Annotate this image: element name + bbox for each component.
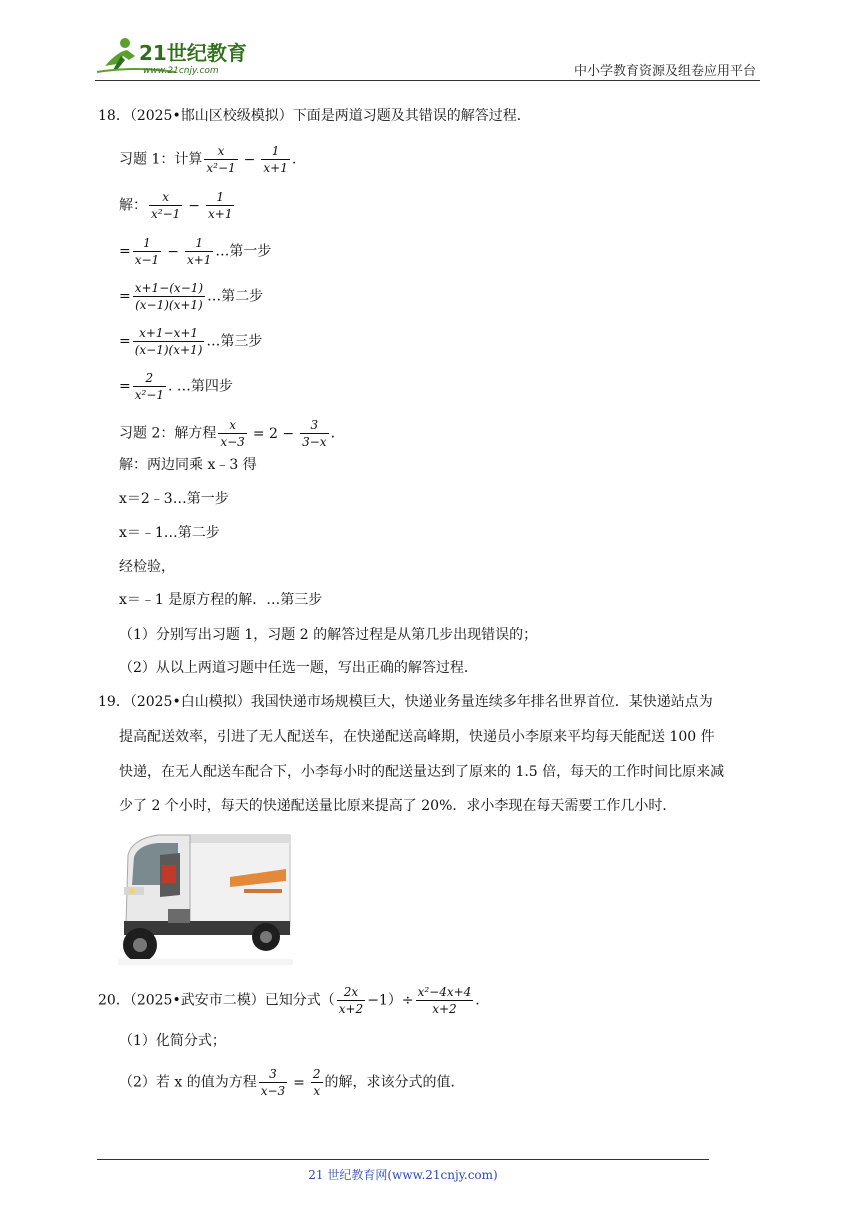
q18-ex1-end: .	[291, 151, 297, 168]
q18-ex2-sol: 解：两边同乘 x﹣3 得	[119, 457, 257, 473]
q18-step1-frac2: $\frac{1}{x+1}$	[186, 236, 212, 267]
q18-step1-frac1: $\frac{1}{x-1}$	[134, 236, 160, 267]
q18-step4-frac: $\frac{2}{\text{x²−1}}$	[134, 371, 165, 402]
q18-step2	[119, 281, 263, 312]
q20-sub2-text-b: 的解，求该分式的值．	[324, 1074, 465, 1091]
delivery-vehicle-image	[118, 825, 293, 970]
header-platform-text: 中小学教育资源及组卷应用平台	[574, 64, 757, 79]
q19-line1	[98, 692, 713, 712]
q20-sub2-eq: =	[293, 1074, 305, 1091]
q18-step3	[119, 326, 262, 357]
q18-step2-frac: $\frac{x+1-(x-1)}{(x-1)(x+1)}$	[134, 281, 204, 312]
q18-ex2-eq: = 2 −	[252, 425, 295, 442]
q18-step2-eq: =	[119, 288, 131, 305]
q18-sol-frac2: $\frac{1}{x+1}$	[208, 190, 233, 221]
q20-minus-div: −1）÷	[367, 992, 414, 1009]
q18-step3-eq: =	[119, 333, 131, 350]
q19-line3: 快递，在无人配送车配合下，小李每小时的配送量达到了原来的 1.5 倍，每天的工作时间比原来减	[119, 764, 725, 780]
q18-sub2: （2）从以上两道习题中任选一题，写出正确的解答过程．	[119, 660, 478, 676]
q18-step4-tag: . …第四步	[168, 378, 233, 395]
q18-ex2-frac1: $\frac{x}{x-3}$	[220, 418, 245, 449]
q18-source: （2025•邯山区校级模拟）	[129, 108, 293, 124]
footer-link[interactable]: 21 世纪教育网(www.21cnjy.com)	[308, 1168, 498, 1182]
q18-step1-minus: −	[167, 243, 179, 260]
q18-ex2-label: 习题 2：解方程	[119, 425, 217, 442]
q18-ex1-minus: −	[243, 151, 256, 168]
q18-ex2-end: .	[330, 425, 336, 442]
q18-ex1	[119, 144, 296, 175]
q18-step3-frac: $\frac{x+1-x+1}{(x-1)(x+1)}$	[134, 326, 203, 357]
q20-stem: 已知分式（	[264, 992, 335, 1009]
q18-stem: 下面是两道习题及其错误的解答过程．	[292, 108, 531, 124]
q18-step1-tag: …第一步	[215, 243, 272, 260]
q18-ex2-check: 经检验，	[119, 559, 175, 575]
q20-source: （2025•武安市二模）	[129, 992, 265, 1009]
q18-sol-frac1: $\frac{x}{\text{x²−1}}$	[151, 190, 181, 221]
q18-ex2-step1: x＝2﹣3…第一步	[119, 491, 229, 507]
footer-divider	[97, 1159, 709, 1160]
q18-step4	[119, 371, 233, 402]
q18-sol-start	[119, 190, 236, 221]
q18-step1	[119, 236, 271, 267]
q18-step4-eq: =	[119, 378, 131, 395]
q20-frac1: $\frac{2x}{x+2}$	[338, 985, 364, 1016]
q18-step1-eq: =	[119, 243, 131, 260]
q18-step3-tag: …第三步	[206, 333, 263, 350]
q20-title	[98, 985, 480, 1016]
q18-step2-tag: …第二步	[207, 288, 264, 305]
q18-ex2-step3: x＝﹣1 是原方程的解．…第三步	[119, 592, 323, 608]
q19-line2: 提高配送效率，引进了无人配送车，在快递配送高峰期，快递员小李原来平均每天能配送 100 件	[119, 729, 715, 745]
q18-sol-minus: −	[188, 197, 201, 214]
q18-ex2	[119, 418, 335, 449]
q19-text1: （2025•白山模拟）我国快递市场规模巨大，快递业务量连续多年排名世界首位．某快递站点为	[129, 694, 713, 710]
header-divider	[95, 80, 760, 81]
q18-ex1-label: 习题 1：计算	[119, 151, 203, 168]
q18-sol-label: 解：	[119, 197, 147, 214]
q18-number: 18．	[98, 108, 130, 124]
site-logo	[95, 36, 265, 78]
q18-sub1: （1）分别写出习题 1，习题 2 的解答过程是从第几步出现错误的；	[119, 627, 538, 643]
q20-sub2-frac1: $\frac{3}{x-3}$	[260, 1067, 286, 1098]
q18-title	[98, 106, 531, 126]
q18-ex2-frac2: $\frac{3}{3-x}$	[302, 418, 327, 449]
q18-ex2-step2: x＝﹣1…第二步	[119, 525, 220, 541]
q20-number: 20．	[98, 992, 130, 1009]
q18-ex1-frac2: $\frac{1}{x+1}$	[263, 144, 288, 175]
q20-frac2: $\frac{\text{x²−4x+4}}{x+2}$	[417, 985, 472, 1016]
q19-number: 19．	[98, 694, 130, 710]
q18-ex1-frac1: $\frac{x}{\text{x²−1}}$	[206, 144, 236, 175]
q20-sub2-frac2: $\frac{2}{x}$	[312, 1067, 321, 1098]
q20-end: .	[475, 992, 480, 1009]
q20-sub2-text-a: （2）若 x 的值为方程	[119, 1074, 257, 1091]
q20-sub1: （1）化简分式；	[119, 1033, 226, 1049]
q20-sub2	[119, 1067, 465, 1098]
logo-title: 21世纪教育	[139, 41, 247, 65]
logo-url: www.21cnjy.com	[143, 66, 219, 76]
q19-line4: 少了 2 个小时，每天的快递配送量比原来提高了 20%．求小李现在每天需要工作几小时．	[119, 798, 677, 814]
